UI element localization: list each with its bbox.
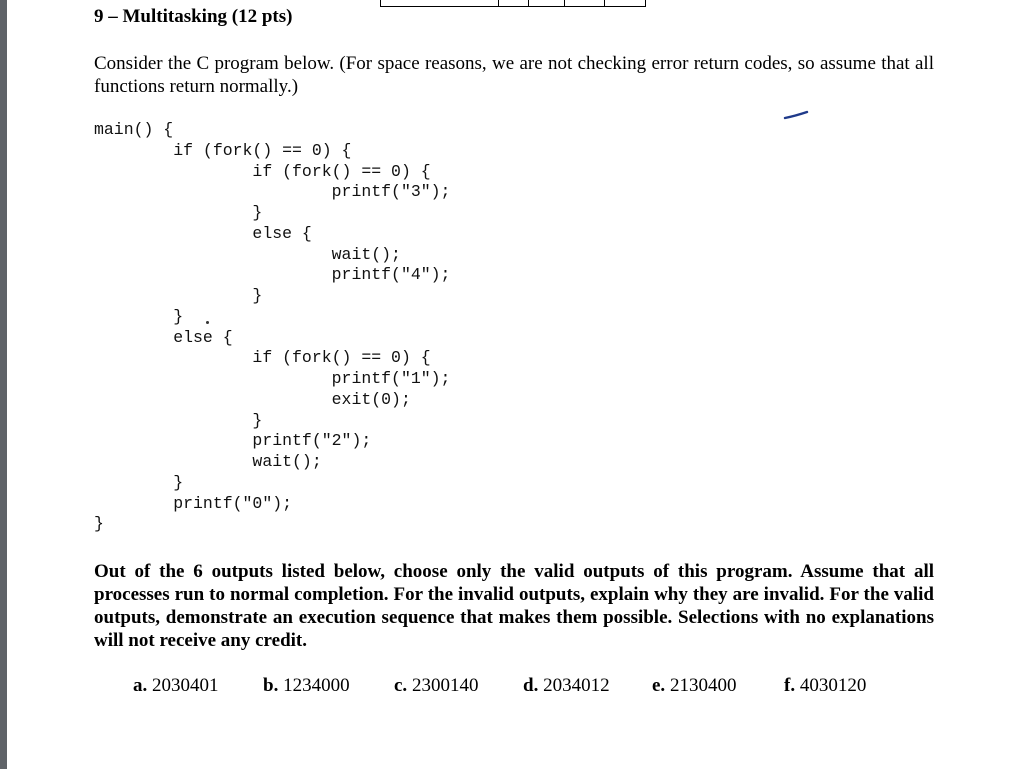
code-line: printf("3"); bbox=[94, 182, 451, 202]
code-line: } bbox=[94, 514, 104, 534]
option-e bbox=[652, 675, 736, 697]
code-line: } bbox=[94, 410, 263, 430]
question-instructions: Out of the 6 outputs listed below, choose only the valid outputs of this program. Assume that all processes run to normal completion. For the invalid outputs, explain why they are invalid. For the valid outputs, demonstrate an execution sequence that makes them possible. Selections with no explanations will not receive any credit. bbox=[94, 561, 934, 651]
code-line: if (fork() == 0) { bbox=[94, 348, 431, 368]
code-line: } bbox=[94, 203, 263, 222]
code-line: printf("0"); bbox=[94, 493, 293, 513]
option-letter: e. bbox=[652, 675, 666, 696]
code-line: if (fork() == 0) { bbox=[94, 140, 352, 160]
option-letter: b. bbox=[263, 675, 279, 696]
option-c bbox=[394, 675, 478, 697]
code-line: } bbox=[94, 472, 184, 492]
option-value: 1234000 bbox=[283, 675, 350, 696]
code-line: if (fork() == 0) { bbox=[94, 161, 431, 181]
code-line: else { bbox=[94, 327, 233, 347]
code-line: printf("1"); bbox=[94, 369, 451, 388]
option-d bbox=[523, 675, 610, 697]
option-value: 4030120 bbox=[799, 675, 867, 696]
option-letter: f. bbox=[784, 675, 796, 696]
pen-mark-icon bbox=[783, 108, 809, 122]
previous-table-bottom-edge bbox=[380, 0, 646, 7]
option-value: 2030401 bbox=[152, 675, 219, 696]
code-line: printf("4"); bbox=[94, 265, 451, 285]
option-letter: c. bbox=[394, 675, 408, 696]
option-value: 2034012 bbox=[543, 675, 610, 696]
code-line: wait(); bbox=[94, 452, 322, 471]
option-a bbox=[133, 675, 219, 697]
option-value: 2300140 bbox=[411, 675, 479, 696]
code-line: wait(); bbox=[94, 244, 401, 264]
option-b bbox=[263, 675, 350, 697]
option-value: 2130400 bbox=[669, 675, 737, 696]
question-heading: 9 – Multitasking (12 pts) bbox=[94, 6, 293, 27]
option-f bbox=[784, 675, 866, 697]
option-letter: d. bbox=[523, 675, 539, 696]
code-line: else { bbox=[94, 223, 312, 243]
c-program-code bbox=[94, 120, 450, 535]
question-intro: Consider the C program below. (For space reasons, we are not checking error return codes, so assume that all functions return normally.) bbox=[94, 53, 934, 97]
option-letter: a. bbox=[133, 675, 148, 696]
code-line: } bbox=[94, 306, 184, 326]
code-line: } bbox=[94, 286, 263, 305]
code-line: exit(0); bbox=[94, 389, 411, 409]
stray-dot bbox=[206, 321, 209, 324]
viewer-left-edge bbox=[0, 0, 7, 769]
code-line: main() { bbox=[94, 120, 174, 139]
code-line: printf("2"); bbox=[94, 431, 372, 451]
